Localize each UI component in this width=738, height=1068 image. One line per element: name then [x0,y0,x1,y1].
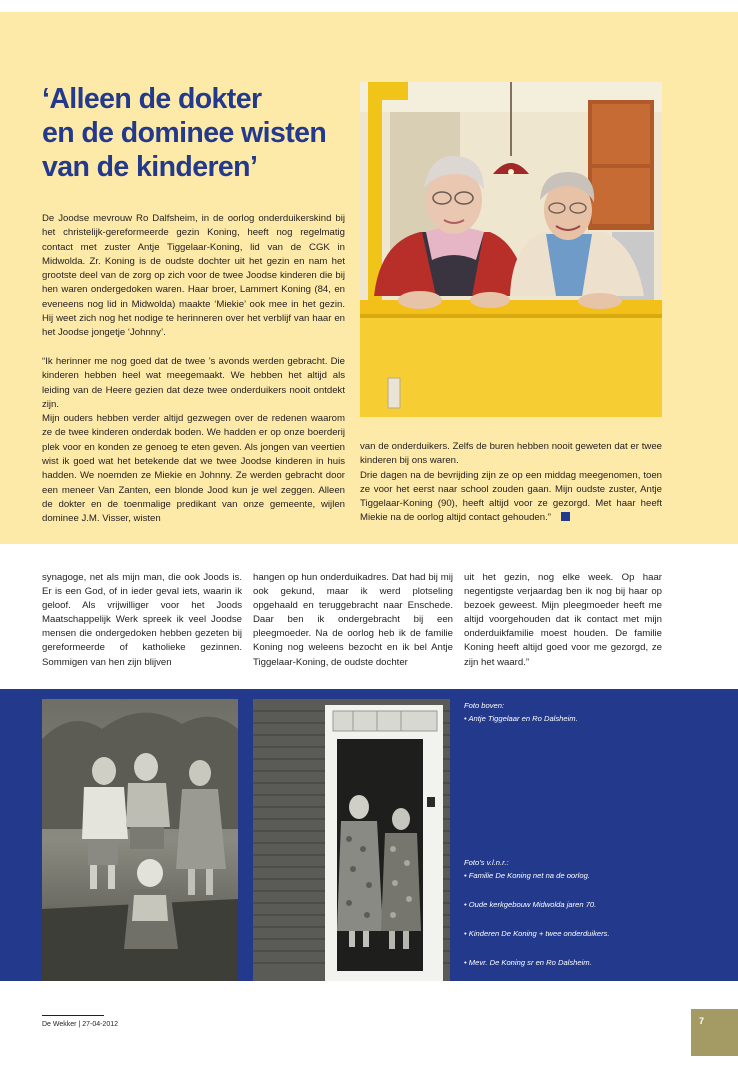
page-number-box [691,1009,738,1056]
headline-line-1: ‘Alleen de dokter [42,83,262,115]
continuation-column-1: synagoge, net als mijn man, die ook Joods is. Er is een God, of in ieder geval iets, waarin ik geloof. Als vrijwilliger voor het Joods Maatschappelijk Werk spreek ik veel Joodse mensen die ondergedoken hebben gezeten bij gereformeerde of katholieke gezinnen. Sommigen van hen zijn blijven [42,572,242,668]
caption-top-item: • Antje Tiggelaar en Ro Dalsheim. [464,714,578,723]
right-paragraph-2-text: Drie dagen na de bevrijding zijn ze op een middag meegenomen, toen ze voor het eerst naar school zouden gaan. Mijn oudste zuster, Antje Tiggelaar-Koning (90), heeft altijd voor ze gezorgd. Met haar heeft Miekie na de oorlog altijd contact gehouden.” [360,469,662,524]
photo-two-women [360,82,662,417]
intro-text: De Joodse mevrouw Ro Dalfsheim, in de oorlog onderduikerskind bij het christelijk-gereformeerde gezin Koning, heeft nog regelmatig contact met zuster Antje Tiggelaar-Koning, lid van de CGK in Midwolda. Zr. Koning is de oudste dochter uit het gezin en nam het grootste deel van de zorg op zich voor de twee Joodse kinderen die bij hen waren ondergedoken waren. Haar broer, Lammert Koning (84, en eveneens nog lid in Midwolda) maakte ‘Miekie’ ook mee in het gezin. Hij weet zich nog het nodige te herinneren over het verblijf van haar en het Joodse jongetje ‘Johnny’. [42,213,345,339]
headline-line-3: van de kinderen’ [42,151,258,183]
page-number: 7 [699,1016,705,1026]
intro-paragraph [42,212,345,341]
photo-women-in-doorway [253,699,450,981]
caption-item-1: • Familie De Koning net na de oorlog. [464,871,590,880]
caption-item-2: • Oude kerkgebouw Midwolda jaren 70. [464,900,597,909]
continuation-column-3: uit het gezin, nog elke week. Op haar negentigste verjaardag ben ik nog bij haar op bezoek geweest. Mijn pleegmoeder heeft me altijd voorgehouden dat ik contact met mijn onderduikfamilie moest houden. De familie Koning heeft altijd goed voor me gezorgd, ze zijn het waard.” [464,572,662,668]
headline-line-2: en de dominee wisten [42,117,327,149]
right-paragraph-1: van de onderduikers. Zelfs de buren hebben nooit geweten dat er twee kinderen bij ons waren. [360,441,662,467]
quote-block [42,355,345,527]
quote-paragraph-2: Mijn ouders hebben verder altijd gezwegen over de redenen waarom ze de twee kinderen onderdak boden. We hadden er op onze boerderij plek voor en konden ze genoeg te eten geven. Als jongen van veertien wist ik goed wat het betekende dat we twee Joodse kinderen in huis hadden. We noemden ze Miekie en Johnny. Ze werden gebracht door een meneer Van Zanten, een blonde Jood kun je wel zeggen. Alleen de dokter en de toenmalige predikant van onze gemeente, wijlen dominee J.M. Visser, wisten [42,413,345,525]
caption-item-4: • Mevr. De Koning sr en Ro Dalsheim. [464,958,592,967]
article-headline [42,82,362,184]
continuation-column-2: hangen op hun onderduikadres. Dat had bij mij ook gekund, maar ik werd plotseling opgehaald en teruggebracht naar Enschede. Daar ben ik ondergebracht bij een pleegmoeder. Na de oorlog heb ik de familie Koning nog weleens bezocht en ik bel Antje Tiggelaar-Koning, de oudste dochter [253,572,453,668]
right-paragraph-2 [360,469,662,526]
photo-children-outdoors [42,699,238,981]
footer-rule [42,1015,104,1016]
quote-paragraph-1: “Ik herinner me nog goed dat de twee ’s avonds werden gebracht. Die kinderen hebben heel wat meegemaakt. We hebben het altijd als leiding van de Heere gezien dat deze twee onderduikers nooit ontdekt zijn. [42,356,345,410]
caption-item-3: • Kinderen De Koning + twee onderduikers. [464,929,610,938]
caption-top-title: Foto boven: [464,701,505,710]
caption-list-title: Foto’s v.l.n.r.: [464,858,509,867]
article-right-column [360,440,662,526]
footer-source: De Wekker | 27-04-2012 [42,1021,119,1028]
end-of-article-mark [561,512,570,521]
